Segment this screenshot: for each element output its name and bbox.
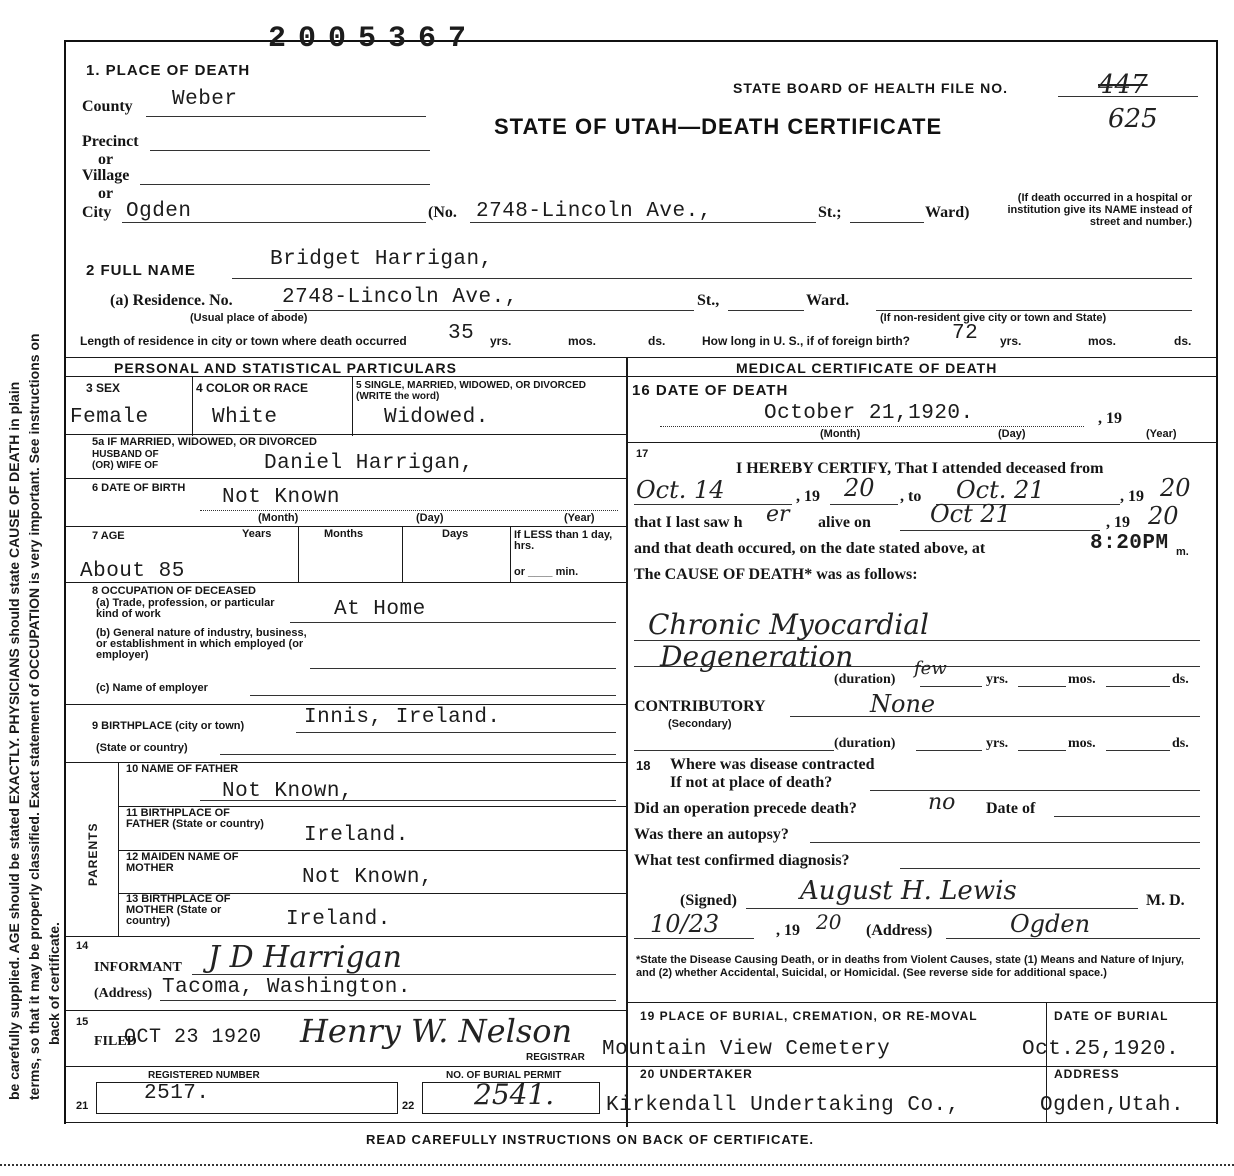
duration-yrs-line (920, 686, 982, 687)
registrar-label: REGISTRAR (526, 1052, 585, 1063)
residence-label: (a) Residence. No. (110, 292, 233, 309)
side-instructions-1: be carefully supplied. AGE should be stated EXACTLY. PHYSICIANS should state CAUSE OF DEATH in plain (6, 381, 22, 1100)
parents-label: PARENTS (86, 822, 100, 886)
age-value: About 85 (80, 560, 185, 583)
less-than-label (514, 530, 622, 552)
father-label: 10 NAME OF FATHER (126, 763, 239, 775)
length-ds: ds. (648, 334, 666, 348)
q17-num: 17 (636, 448, 649, 460)
parents-divider (118, 762, 119, 936)
side-instructions-3: back of certificate. (46, 922, 62, 1045)
row7-bottom (66, 582, 626, 583)
ward-label: Ward) (925, 204, 970, 221)
full-name-value: Bridget Harrigan, (270, 248, 493, 271)
sign-year: 20 (816, 910, 842, 934)
burial-date-label: DATE OF BURIAL (1054, 1009, 1169, 1023)
date-of-death-label: 16 DATE OF DEATH (632, 382, 789, 399)
dob-day: (Day) (416, 512, 444, 524)
res-ward-line (728, 310, 804, 311)
mother-bp-value: Ireland. (286, 908, 391, 931)
q18-text: Where was disease contracted (670, 756, 875, 773)
bottom-rule (66, 1122, 1216, 1123)
st-label: St.; (818, 204, 842, 221)
age-years-head: Years (242, 528, 272, 540)
duration-mos: mos. (1068, 672, 1096, 687)
death-month: (Month) (820, 428, 861, 440)
age-days-head: Days (442, 528, 469, 540)
duration-mos-line (1018, 686, 1066, 687)
spouse-label-1: 5a IF MARRIED, WIDOWED, OR DIVORCED (92, 436, 317, 448)
street-no-label: (No. (428, 204, 457, 221)
length-yrs: yrs. (490, 334, 512, 348)
attended-from: Oct. 14 (636, 476, 725, 504)
date-of-label: Date of (986, 800, 1036, 817)
spouse-value: Daniel Harrigan, (264, 452, 474, 475)
physician-address-label: (Address) (866, 922, 933, 939)
sign-date: 10/23 (650, 910, 720, 938)
center-divider (626, 357, 628, 1127)
informant-signature: J D Harrigan (208, 940, 402, 975)
burial-permit-value: 2541. (474, 1078, 555, 1111)
death-year: (Year) (1146, 428, 1177, 440)
from-year-line (830, 504, 898, 505)
secondary-label: (Secondary) (668, 718, 732, 730)
duration2-yrs: yrs. (986, 736, 1009, 751)
precinct-line (150, 150, 430, 151)
full-name-label: 2 FULL NAME (86, 262, 196, 279)
from-year: 20 (844, 474, 875, 502)
physician-signature: August H. Lewis (800, 876, 1017, 906)
us-yrs: yrs. (1000, 334, 1022, 348)
dob-year: (Year) (564, 512, 595, 524)
bottom-dotted-edge (0, 1164, 1234, 1166)
date-of-death-19: , 19 (1098, 410, 1122, 427)
age-div-1 (298, 526, 299, 582)
occupation-b-label: (b) General nature of industry, business, or establishment in which employed (or employer) (96, 627, 307, 661)
date-of-line (1054, 816, 1200, 817)
res-ward-label: Ward. (806, 292, 850, 309)
spouse-label-3: (OR) WIFE OF (92, 460, 159, 471)
to-label: , to (900, 488, 922, 505)
spouse-label-2: HUSBAND OF (92, 449, 159, 460)
section-top-rule (66, 357, 1216, 358)
burial-place-label: 19 PLACE OF BURIAL, CREMATION, OR RE-MOVAL (640, 1009, 978, 1023)
q18-num: 18 (636, 758, 651, 773)
last-saw-year: 20 (1148, 502, 1179, 530)
birthplace-label: 9 BIRTHPLACE (city or town) (92, 720, 245, 732)
residence-line (274, 310, 694, 311)
cause-line-1: Chronic Myocardial (648, 608, 929, 641)
nonres-note: (If non-resident give city or town and State) (880, 312, 1107, 324)
father-bp-value: Ireland. (304, 824, 409, 847)
row16-bottom (626, 442, 1216, 443)
row5a-bottom (66, 478, 626, 479)
last-saw-19: , 19 (1106, 514, 1130, 531)
last-saw-date: Oct 21 (930, 500, 1011, 528)
death-day: (Day) (998, 428, 1026, 440)
us-value: 72 (952, 322, 979, 345)
contributory-line-2 (634, 750, 834, 751)
sex-label: 3 SEX (86, 381, 121, 395)
signed-line (746, 908, 1138, 909)
birthplace-value: Innis, Ireland. (304, 706, 501, 729)
sex-race-divider (192, 376, 193, 436)
duration-ds: ds. (1172, 672, 1189, 687)
death-time-suffix: m. (1176, 546, 1189, 558)
age-label: 7 AGE (92, 530, 125, 542)
color-value: White (212, 406, 278, 429)
dob-value: Not Known (222, 486, 340, 509)
to-year: 20 (1160, 474, 1191, 502)
from-19: , 19 (796, 488, 820, 505)
city-value: Ogden (126, 200, 192, 223)
side-instructions-2: terms, so that it may be properly classified. Exact statement of OCCUPATION is very important. See instructions on (26, 333, 42, 1100)
contributory-line (790, 716, 1200, 717)
filed-date: OCT 23 1920 (124, 1026, 262, 1049)
footer-text: READ CAREFULLY INSTRUCTIONS ON BACK OF CERTIFICATE. (366, 1132, 814, 1147)
county-line (146, 116, 426, 117)
physician-address-line (946, 938, 1200, 939)
length-mos: mos. (568, 334, 597, 348)
occupation-a-line (290, 622, 616, 623)
reg-num-label: REGISTERED NUMBER (148, 1070, 260, 1081)
sign-19: , 19 (776, 922, 800, 939)
operation-value: no (928, 790, 956, 815)
physician-address: Ogden (1010, 910, 1091, 938)
occupation-label: 8 OCCUPATION OF DECEASED (92, 585, 256, 597)
md-label: M. D. (1146, 892, 1185, 909)
dob-label: 6 DATE OF BIRTH (92, 482, 186, 494)
birthplace-line (296, 732, 616, 733)
test-label: What test confirmed diagnosis? (634, 852, 850, 869)
duration2-yrs-line (916, 750, 982, 751)
undertaker-label: 20 UNDERTAKER (640, 1067, 753, 1081)
hospital-note: (If death occurred in a hospital or institution give its NAME instead of street and number.) (1007, 192, 1192, 228)
res-st-label: St., (697, 292, 720, 309)
father-value: Not Known, (222, 780, 354, 803)
street-value: 2748-Lincoln Ave., (476, 200, 712, 223)
section-header-rule (66, 376, 1216, 377)
duration2-label: (duration) (834, 736, 896, 751)
row5-bottom (66, 434, 626, 435)
burial-permit-22: 22 (402, 1100, 415, 1112)
date-of-death-line (660, 426, 1084, 427)
contributory-value: None (870, 690, 936, 718)
signed-label: (Signed) (680, 892, 737, 909)
min-text: min. (555, 566, 579, 578)
less-than-text: If LESS than 1 day, (514, 529, 613, 541)
filed-num: 15 (76, 1016, 89, 1028)
mother-value: Not Known, (302, 866, 434, 889)
us-label: How long in U. S., if of foreign birth? (702, 334, 910, 348)
last-saw-her: er (766, 502, 790, 527)
registrar-signature: Henry W. Nelson (300, 1012, 573, 1050)
test-line (900, 868, 1200, 869)
hrs-text: hrs. (514, 540, 535, 552)
certificate-number: 2005367 (268, 22, 479, 56)
row18-bottom (626, 1002, 1216, 1003)
informant-num: 14 (76, 940, 89, 952)
cause-line-2: Degeneration (660, 640, 854, 673)
county-value: Weber (172, 88, 238, 111)
row13-bottom (66, 936, 626, 937)
informant-address: Tacoma, Washington. (162, 976, 411, 999)
date-of-death-value: October 21,1920. (764, 402, 974, 425)
duration2-ds: ds. (1172, 736, 1189, 751)
certify-text: I HEREBY CERTIFY, That I attended deceased from (736, 460, 1104, 477)
q18b-text: If not at place of death? (670, 774, 833, 791)
marital-value: Widowed. (384, 406, 489, 429)
marital-label: 5 SINGLE, MARRIED, WIDOWED, OR DIVORCED (WRITE the word) (356, 380, 587, 402)
file-no-label: STATE BOARD OF HEALTH FILE NO. (733, 80, 1008, 96)
last-saw-text-1: that I last saw h (634, 514, 743, 531)
occupation-a-label: (a) Trade, profession, or particular kind of work (96, 597, 275, 620)
autopsy-line (810, 842, 1200, 843)
age-div-2 (402, 526, 403, 582)
death-time-value: 8:20PM (1090, 532, 1169, 555)
to-19: , 19 (1120, 488, 1144, 505)
last-saw-text-2: alive on (818, 514, 871, 531)
reg-num-21: 21 (76, 1100, 89, 1112)
residence-value: 2748-Lincoln Ave., (282, 286, 518, 309)
attended-to: Oct. 21 (956, 476, 1045, 504)
occupation-c-label: (c) Name of employer (96, 682, 208, 694)
father-bp-label: 11 BIRTHPLACE OF FATHER (State or country) (126, 807, 264, 830)
file-no-top: 447 (1098, 70, 1148, 100)
full-name-line (232, 278, 1192, 279)
or-min-label: or ____ min. (514, 566, 579, 578)
filed-label: FILED (94, 1034, 137, 1049)
cause-label: The CAUSE OF DEATH* was as follows: (634, 566, 918, 583)
birthplace-state-label: (State or country) (96, 742, 188, 754)
file-no-bottom: 625 (1108, 104, 1158, 134)
duration-yrs: yrs. (986, 672, 1009, 687)
q18-line (870, 790, 1200, 791)
cause-footnote: *State the Disease Causing Death, or in deaths from Violent Causes, state (1) Means and Nature of Injury, and (2) whether Accidental, Suicidal, or Homicidal. (See reverse side for additional space.) (636, 954, 1184, 979)
row6-bottom (66, 526, 626, 527)
mother-bp-label: 13 BIRTHPLACE OF MOTHER (State or country) (126, 893, 231, 927)
burial-date-value: Oct.25,1920. (1022, 1038, 1180, 1061)
sign-date-line (634, 938, 754, 939)
age-months-head: Months (324, 528, 364, 540)
undertaker-value: Kirkendall Undertaking Co., (606, 1094, 960, 1117)
duration2-ds-line (1106, 750, 1170, 751)
autopsy-label: Was there an autopsy? (634, 826, 789, 843)
informant-label: INFORMANT (94, 960, 182, 975)
age-div-3 (510, 526, 511, 582)
us-ds: ds. (1174, 334, 1192, 348)
city-label: City (82, 204, 112, 221)
occupation-b-line (310, 668, 616, 669)
burial-permit-label: NO. OF BURIAL PERMIT (446, 1070, 562, 1081)
mother-label: 12 MAIDEN NAME OF MOTHER (126, 851, 239, 874)
informant-address-label: (Address) (94, 986, 153, 1001)
abode-note: (Usual place of abode) (190, 312, 308, 324)
color-label: 4 COLOR OR RACE (196, 381, 309, 395)
duration2-mos-line (1018, 750, 1066, 751)
undertaker-address-label: ADDRESS (1054, 1067, 1120, 1081)
dob-month: (Month) (258, 512, 299, 524)
sex-value: Female (70, 406, 149, 429)
place-of-death-label: 1. PLACE OF DEATH (86, 62, 251, 79)
operation-label: Did an operation precede death? (634, 800, 857, 817)
length-label: Length of residence in city or town where death occurred (80, 334, 407, 348)
last-saw-line (900, 530, 1100, 531)
reg-num-value: 2517. (144, 1082, 210, 1105)
undertaker-address-value: Ogden,Utah. (1040, 1094, 1185, 1117)
village-label: Village (82, 167, 130, 184)
race-marital-divider (352, 376, 353, 436)
us-mos: mos. (1088, 334, 1117, 348)
dob-line (200, 510, 618, 511)
informant-address-line (160, 1000, 616, 1001)
precinct-label: Precinct (82, 133, 139, 150)
duration-ds-line (1106, 686, 1170, 687)
duration2-mos: mos. (1068, 736, 1096, 751)
occupation-value: At Home (334, 598, 426, 621)
reg-num-box (96, 1082, 398, 1114)
medical-section-title: MEDICAL CERTIFICATE OF DEATH (736, 360, 998, 376)
duration-few: few (914, 658, 947, 679)
length-value: 35 (448, 322, 475, 345)
row8-bottom (66, 704, 626, 705)
death-time-label: and that death occured, on the date stated above, at (634, 540, 986, 557)
occupation-c-line (250, 695, 616, 696)
certificate-title: STATE OF UTAH—DEATH CERTIFICATE (494, 114, 943, 139)
or-label-1: or (98, 151, 114, 168)
county-label: County (82, 98, 133, 115)
village-line (140, 184, 430, 185)
birthplace-state-line (220, 754, 616, 755)
or-text: or (514, 566, 525, 578)
row14-bottom (66, 1010, 626, 1011)
personal-section-title: PERSONAL AND STATISTICAL PARTICULARS (114, 360, 457, 376)
duration-label: (duration) (834, 672, 896, 687)
or-label-2: or (98, 185, 114, 202)
nonres-line (876, 310, 1192, 311)
contributory-label: CONTRIBUTORY (634, 698, 766, 715)
ward-line (850, 222, 924, 223)
burial-place-value: Mountain View Cemetery (602, 1038, 891, 1061)
